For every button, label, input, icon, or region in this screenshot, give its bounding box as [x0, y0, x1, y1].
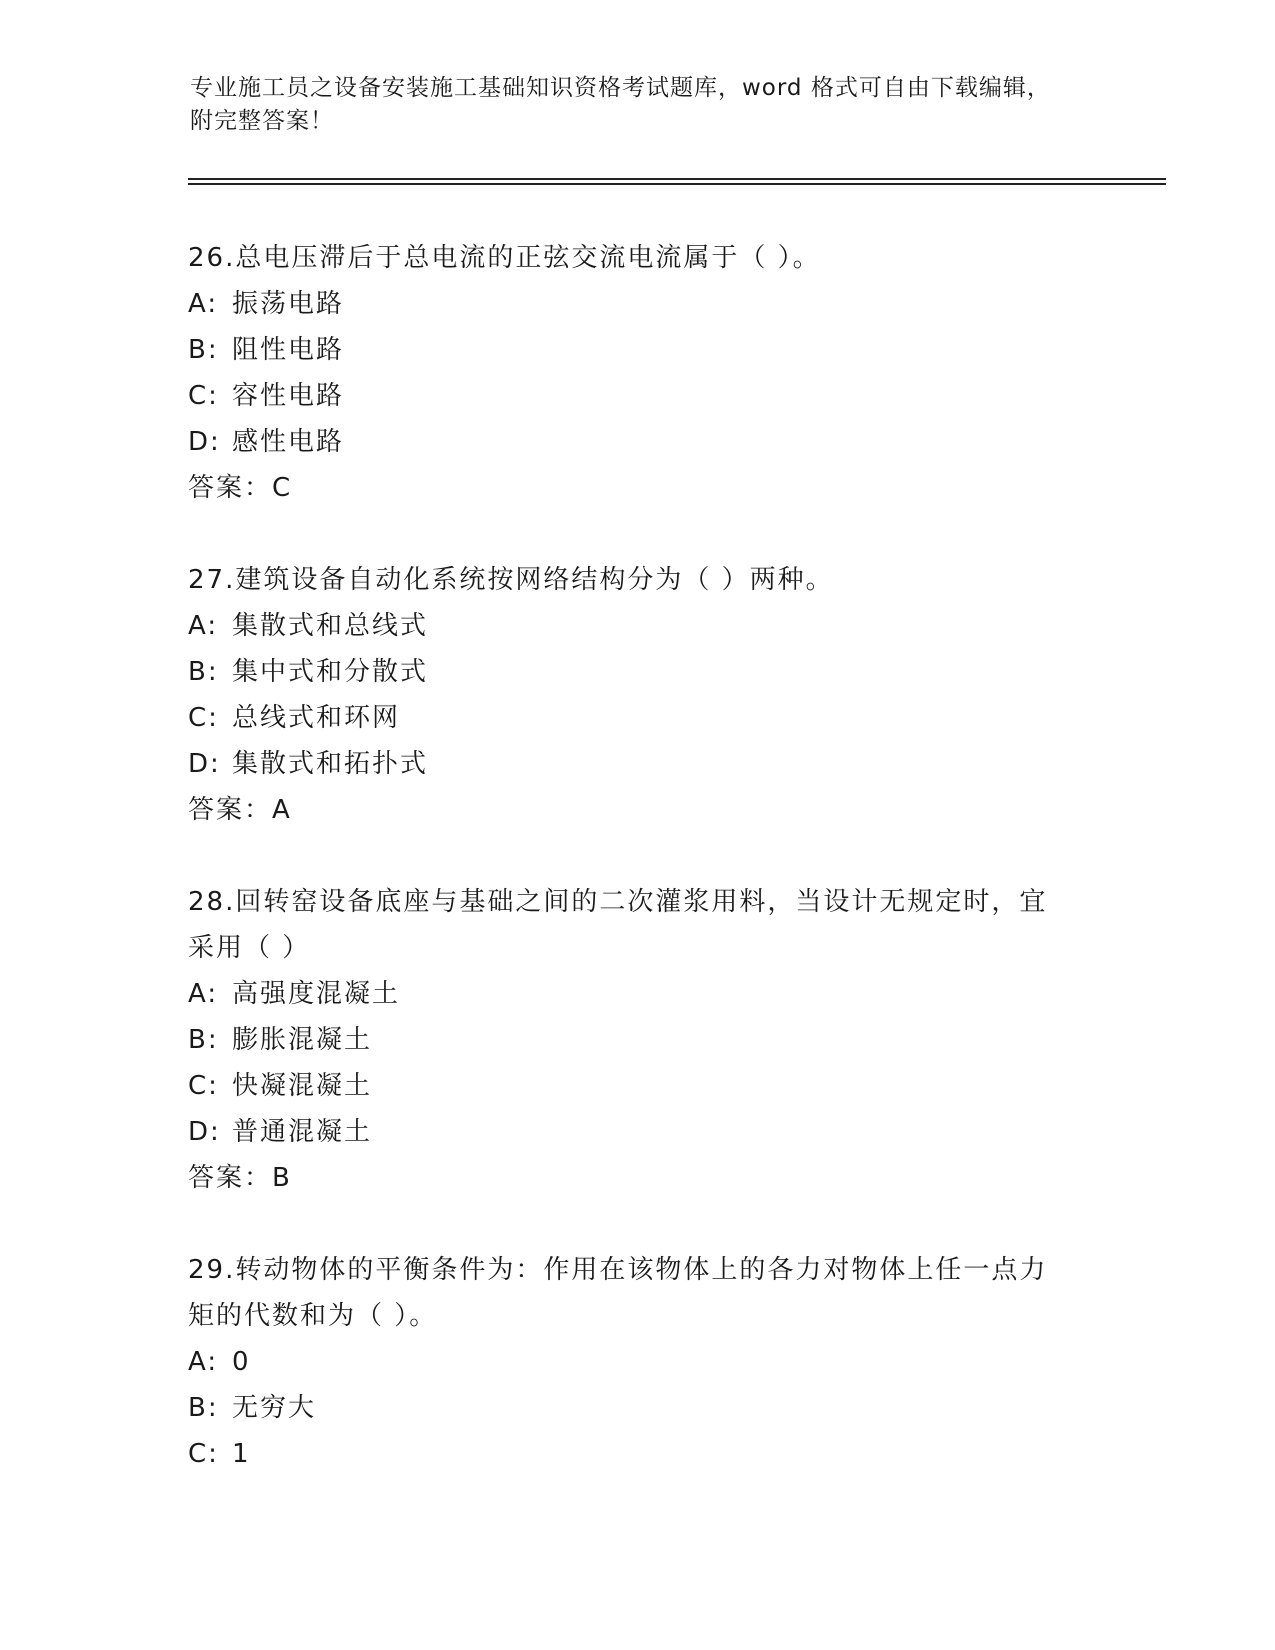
answer-label: 答案：: [188, 473, 273, 503]
option-text: 容性电路: [232, 381, 345, 411]
question-28: [188, 879, 1088, 1201]
option-a: [188, 281, 1088, 327]
option-text: 感性电路: [232, 427, 345, 457]
question-26: [188, 235, 1088, 511]
option-a: [188, 603, 1088, 649]
option-text: 总线式和环网: [232, 703, 401, 733]
option-text: 集散式和拓扑式: [232, 749, 429, 779]
answer-value: B: [272, 1163, 292, 1193]
header-rule-top: [188, 178, 1166, 180]
option-d: [188, 419, 1088, 465]
answer-label: 答案：: [188, 1163, 273, 1193]
option-text: 集中式和分散式: [232, 657, 429, 687]
option-text: 无穷大: [232, 1393, 317, 1423]
question-stem: 26.总电压滞后于总电流的正弦交流电流属于（ ）。: [188, 243, 821, 273]
option-letter: A:: [188, 611, 219, 641]
option-d: [188, 741, 1088, 787]
option-letter: B:: [188, 335, 219, 365]
answer-label: 答案：: [188, 795, 273, 825]
answer-value: A: [272, 795, 292, 825]
option-a: [188, 971, 1088, 1017]
question-stem-continued: 矩的代数和为（ ）。: [188, 1301, 438, 1331]
option-text: 膨胀混凝土: [232, 1025, 373, 1055]
option-b: [188, 1017, 1088, 1063]
answer-value: C: [272, 473, 293, 503]
option-c: [188, 1431, 1088, 1477]
option-letter: D:: [188, 1117, 221, 1147]
option-text: 1: [232, 1439, 251, 1469]
question-29: [188, 1247, 1088, 1477]
option-text: 高强度混凝土: [232, 979, 401, 1009]
option-letter: B:: [188, 1025, 219, 1055]
option-b: [188, 327, 1088, 373]
question-stem-continued: 采用（ ）: [188, 933, 311, 963]
option-a: [188, 1339, 1088, 1385]
option-letter: A:: [188, 979, 219, 1009]
option-letter: C:: [188, 1439, 219, 1469]
answer-line: [188, 1155, 1088, 1201]
option-letter: C:: [188, 381, 219, 411]
option-text: 集散式和总线式: [232, 611, 429, 641]
option-letter: C:: [188, 703, 219, 733]
option-letter: B:: [188, 1393, 219, 1423]
question-stem: 27.建筑设备自动化系统按网络结构分为（ ）两种。: [188, 565, 834, 595]
option-b: [188, 1385, 1088, 1431]
option-text: 振荡电路: [232, 289, 345, 319]
answer-line: [188, 465, 1088, 511]
answer-line: [188, 787, 1088, 833]
option-c: [188, 373, 1088, 419]
header-rule-bottom: [188, 183, 1166, 185]
option-text: 普通混凝土: [232, 1117, 373, 1147]
option-letter: B:: [188, 657, 219, 687]
option-letter: A:: [188, 289, 219, 319]
option-text: 快凝混凝土: [232, 1071, 373, 1101]
document-header: [190, 72, 1090, 138]
option-text: 0: [232, 1347, 251, 1377]
option-c: [188, 695, 1088, 741]
option-letter: C:: [188, 1071, 219, 1101]
option-letter: A:: [188, 1347, 219, 1377]
option-b: [188, 649, 1088, 695]
option-letter: D:: [188, 749, 221, 779]
question-stem: 28.回转窑设备底座与基础之间的二次灌浆用料，当设计无规定时，宜: [188, 887, 1048, 917]
option-letter: D:: [188, 427, 221, 457]
option-c: [188, 1063, 1088, 1109]
option-text: 阻性电路: [232, 335, 345, 365]
question-stem: 29.转动物体的平衡条件为：作用在该物体上的各力对物体上任一点力: [188, 1255, 1048, 1285]
question-27: [188, 557, 1088, 833]
header-line-2: 附完整答案！: [190, 108, 334, 134]
header-line-1: 专业施工员之设备安装施工基础知识资格考试题库，word 格式可自由下载编辑，: [190, 75, 1051, 101]
option-d: [188, 1109, 1088, 1155]
